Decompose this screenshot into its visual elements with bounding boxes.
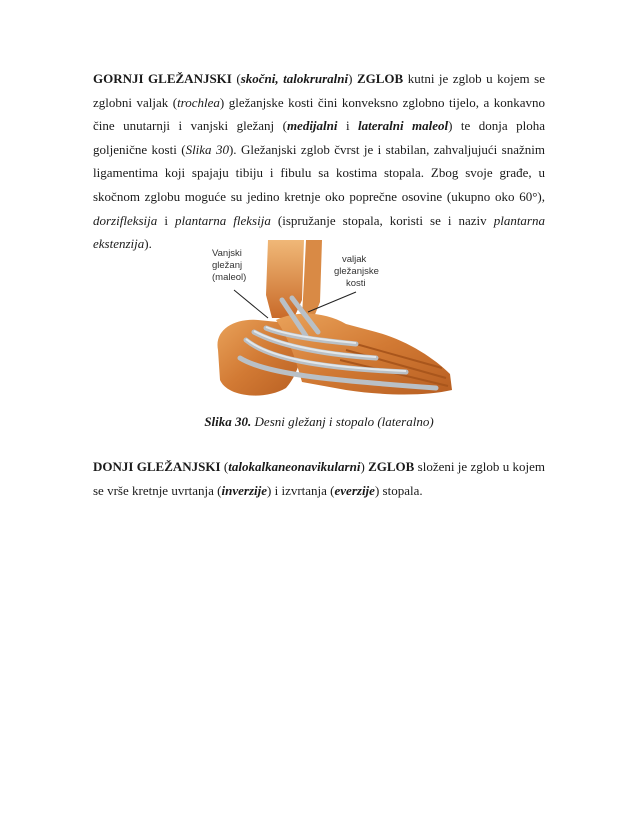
ankle-illustration-svg [206, 240, 458, 412]
heading-zglob: ZGLOB [356, 71, 404, 86]
text: ) gležanjske kosti čini konveksno zglobno tijelo, a konkavno čine unutarnji i vanjski gležanj ( [93, 94, 545, 134]
term-everzije: everzije [334, 482, 375, 498]
term-lateralni-maleol: lateralni maleol [358, 118, 449, 134]
heading-donji: DONJI GLEŽANJSKI [93, 459, 221, 474]
caption-number: Slika 30. [204, 414, 252, 429]
text: (ispružanje stopala, koristi se i naziv [270, 212, 494, 228]
term-plantarna-fleksija: plantarna fleksija [174, 212, 271, 228]
term-inverzije: inverzije [221, 482, 268, 498]
text: ( [220, 459, 229, 474]
term-talokalkaneonavikularni: talokalkaneonavikularni [228, 459, 361, 474]
text: i [157, 212, 175, 228]
text: i [337, 118, 359, 134]
term-trochlea: trochlea [177, 94, 220, 110]
paragraph-gornji-glezanjski-zglob [93, 67, 545, 256]
text: kutni je zglob u kojem se zglobni valjak ( [93, 71, 545, 110]
text: ) te donja ploha goljenične kosti ( [93, 118, 545, 157]
text: ) i izvrtanja ( [267, 482, 335, 498]
label-vanjski-glezanj: Vanjski gležanj (maleol) [212, 248, 247, 283]
figure-reference: Slika 30 [185, 141, 229, 157]
term-plantarna-ekstenzija: plantarna ekstenzija [93, 212, 545, 252]
term-dorzifleksija: dorzifleksija [93, 212, 158, 228]
ankle-anatomy-illustration [206, 240, 458, 412]
text: ) [360, 459, 369, 474]
text: ( [231, 71, 241, 86]
text: ). Gležanjski zglob čvrst je i stabilan, zahvaljujući snažnim ligamentima koji spajaju tibiju i fibulu sa kostima stopala. Zbog svoje građe, u skočnom zglobu moguće su jedino kretnje oko poprečne osovine (ukupno oko 60°), [93, 141, 546, 204]
figure-caption [0, 414, 638, 430]
caption-text: Desni gležanj i stopalo (lateralno) [251, 414, 434, 429]
text: ) [348, 71, 357, 86]
paragraph-donji-glezanjski-zglob [93, 455, 545, 502]
term-medijalni: medijalni [286, 118, 338, 134]
heading-gornji: GORNJI GLEŽANJSKI [93, 71, 232, 86]
label-valjak-glezanjske-kosti: valjak gležanjske kosti [334, 254, 379, 289]
heading-zglob: ZGLOB [368, 459, 415, 474]
text: ). [144, 236, 152, 252]
text: ) stopala. [374, 482, 423, 498]
text: složeni je zglob u kojem se vrše kretnje uvrtanja ( [93, 459, 545, 498]
term-skocni: skočni, talokruralni [240, 71, 349, 86]
